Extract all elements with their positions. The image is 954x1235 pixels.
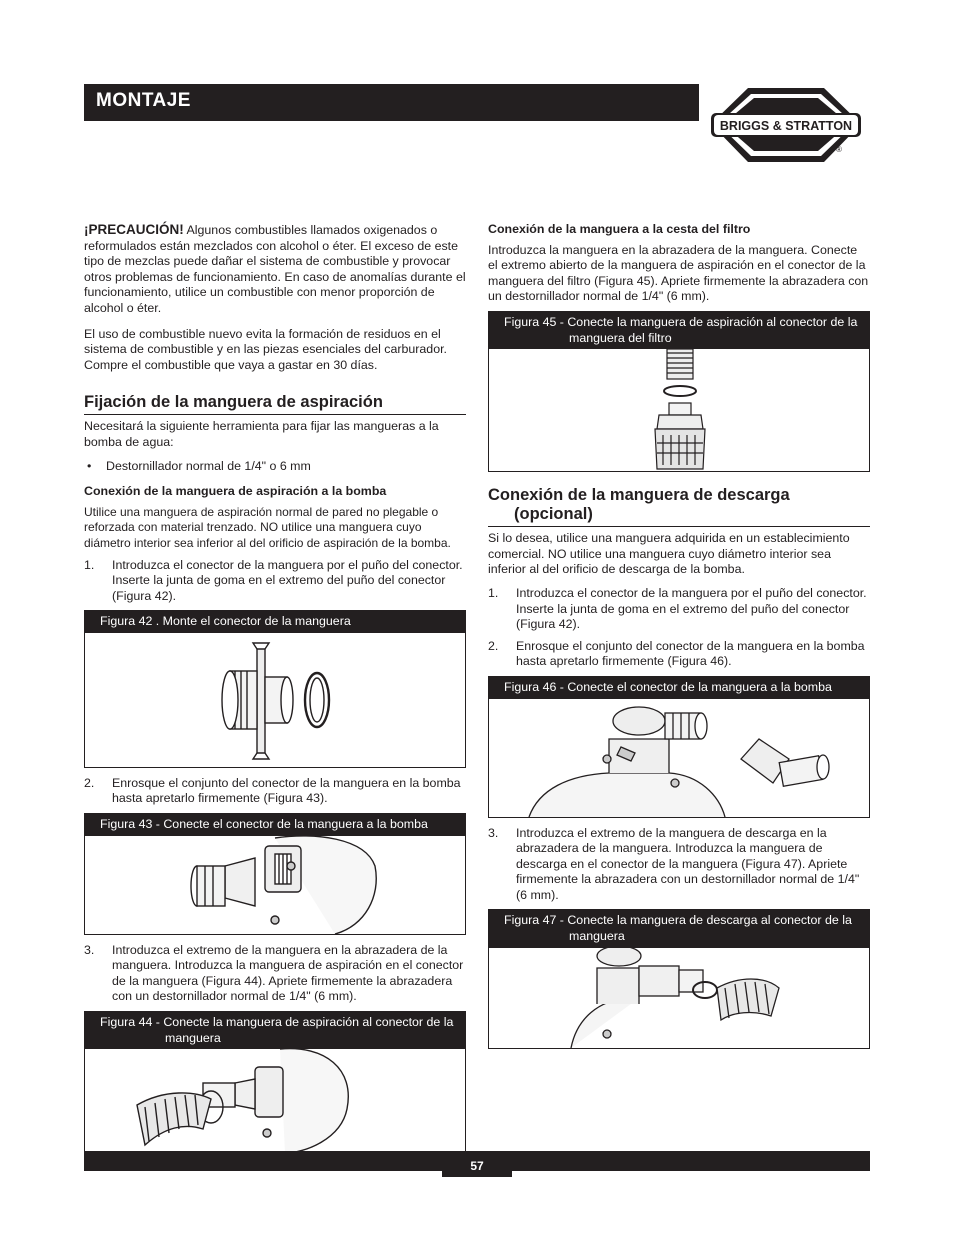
figure-47-image [489, 948, 869, 1048]
figure-43-caption: Figura 43 - Conecte el conector de la manguera a la bomba [85, 814, 465, 836]
registered-mark: ® [836, 145, 842, 154]
figure-46-caption: Figura 46 - Conecte el conector de la manguera a la bomba [489, 677, 869, 699]
suction-subheading: Conexión de la manguera de aspiración a la bomba [84, 484, 387, 499]
figure-47-caption: Figura 47 - Conecte la manguera de descarga al conector de la manguera [489, 910, 869, 947]
figure-43 [84, 813, 466, 935]
figure-47 [488, 909, 870, 1048]
left-step-2: 2. Enrosque el conjunto del conector de la manguera en la bomba hasta apretarlo firmemente (Figura 43). [84, 775, 461, 806]
discharge-section-title: Conexión de la manguera de descarga (opcional) [488, 486, 870, 527]
tool-item: • Destornillador normal de 1/4" o 6 mm [84, 459, 466, 475]
caution-paragraph [84, 222, 466, 317]
discharge-intro: Si lo desea, utilice una manguera adquirida en un establecimiento comercial. NO utilice una manguera cuyo diámetro interior sea inferior al del orificio de descarga de la bomba. [488, 531, 850, 577]
section-header [84, 84, 699, 121]
figure-44-caption: Figura 44 - Conecte la manguera de aspiración al conector de la manguera [85, 1012, 465, 1049]
figure-43-image [85, 836, 465, 934]
fuel-paragraph: El uso de combustible nuevo evita la formación de residuos en el sistema de combustible y en las piezas esenciales del carburador. Compre el combustible que vaya a gastar en 30 días. [84, 326, 447, 372]
page-number: 57 [442, 1153, 512, 1177]
briggs-stratton-logo [708, 84, 864, 170]
caution-title: ¡PRECAUCIÓN! [84, 222, 184, 237]
logo-text: BRIGGS & STRATTON [719, 119, 853, 133]
left-column [84, 222, 466, 1162]
tools-intro: Necesitará la siguiente herramienta para fijar las mangueras a la bomba de agua: [84, 419, 439, 449]
figure-44-image [85, 1049, 465, 1153]
figure-44 [84, 1011, 466, 1154]
filter-text: Introduzca la manguera en la abrazadera de la manguera. Conecte el extremo abierto de la manguera de aspiración en el conector de la manguera del filtro (Figura 45). Apriete firmemente la abrazadera con un destornillador normal de 1/4" (6 mm). [488, 242, 869, 304]
hose-intro: Utilice una manguera de aspiración normal de pared no plegable o reforzada con material trenzado. NO utilice una manguera cuyo diámetro interior sea inferior al del orificio de aspiración de la bomba. [84, 504, 451, 550]
left-step-1: 1. Introduzca el conector de la manguera por el puño del conector. Inserte la junta de goma en el extremo del puño del conector (Figura 42). [84, 557, 463, 603]
figure-42-caption: Figura 42 . Monte el conector de la manguera [85, 611, 465, 633]
figure-42 [84, 610, 466, 768]
right-column [488, 222, 870, 1057]
right-step-2: 2. Enrosque el conjunto del conector de la manguera en la bomba hasta apretarlo firmemente (Figura 46). [488, 638, 865, 669]
figure-42-image [85, 633, 465, 767]
figure-46-image [489, 699, 869, 817]
right-step-1: 1. Introduzca el conector de la manguera por el puño del conector. Inserte la junta de goma en el extremo del puño del conector (Figura 42). [488, 585, 867, 632]
left-step-3: 3. Introduzca el extremo de la manguera en la abrazadera de la manguera. Introduzca la manguera de aspiración en el conector de la manguera (Figura 44). Apriete firmemente la abrazadera con un destornillador normal de 1/4" (6 mm). [84, 942, 464, 1004]
figure-45-image [489, 349, 869, 471]
right-step-3: 3. Introduzca el extremo de la manguera de descarga en la abrazadera de la manguera. Introduzca la manguera de descarga en el conector de la manguera (Figura 47). Apriete firmemente la abrazadera con un destornillador normal de 1/4" (6 mm). [488, 825, 860, 902]
section-title: MONTAJE [96, 90, 191, 111]
caution-text: Algunos combustibles llamados oxigenados o reformulados están mezclados con alcohol o éter. El exceso de este tipo de mezclas puede dañar el sistema de combustible y provocar otros problemas de funcionamiento. En caso de anomalías durante el funcionamiento, utilice un combustible con menor proporción de alcohol o éter. [84, 223, 466, 315]
suction-section-title: Fijación de la manguera de aspiración [84, 393, 466, 415]
filter-subheading: Conexión de la manguera a la cesta del filtro [488, 222, 751, 236]
figure-45-caption: Figura 45 - Conecte la manguera de aspiración al conector de la manguera del filtro [489, 312, 869, 349]
figure-45 [488, 311, 870, 472]
figure-46 [488, 676, 870, 818]
